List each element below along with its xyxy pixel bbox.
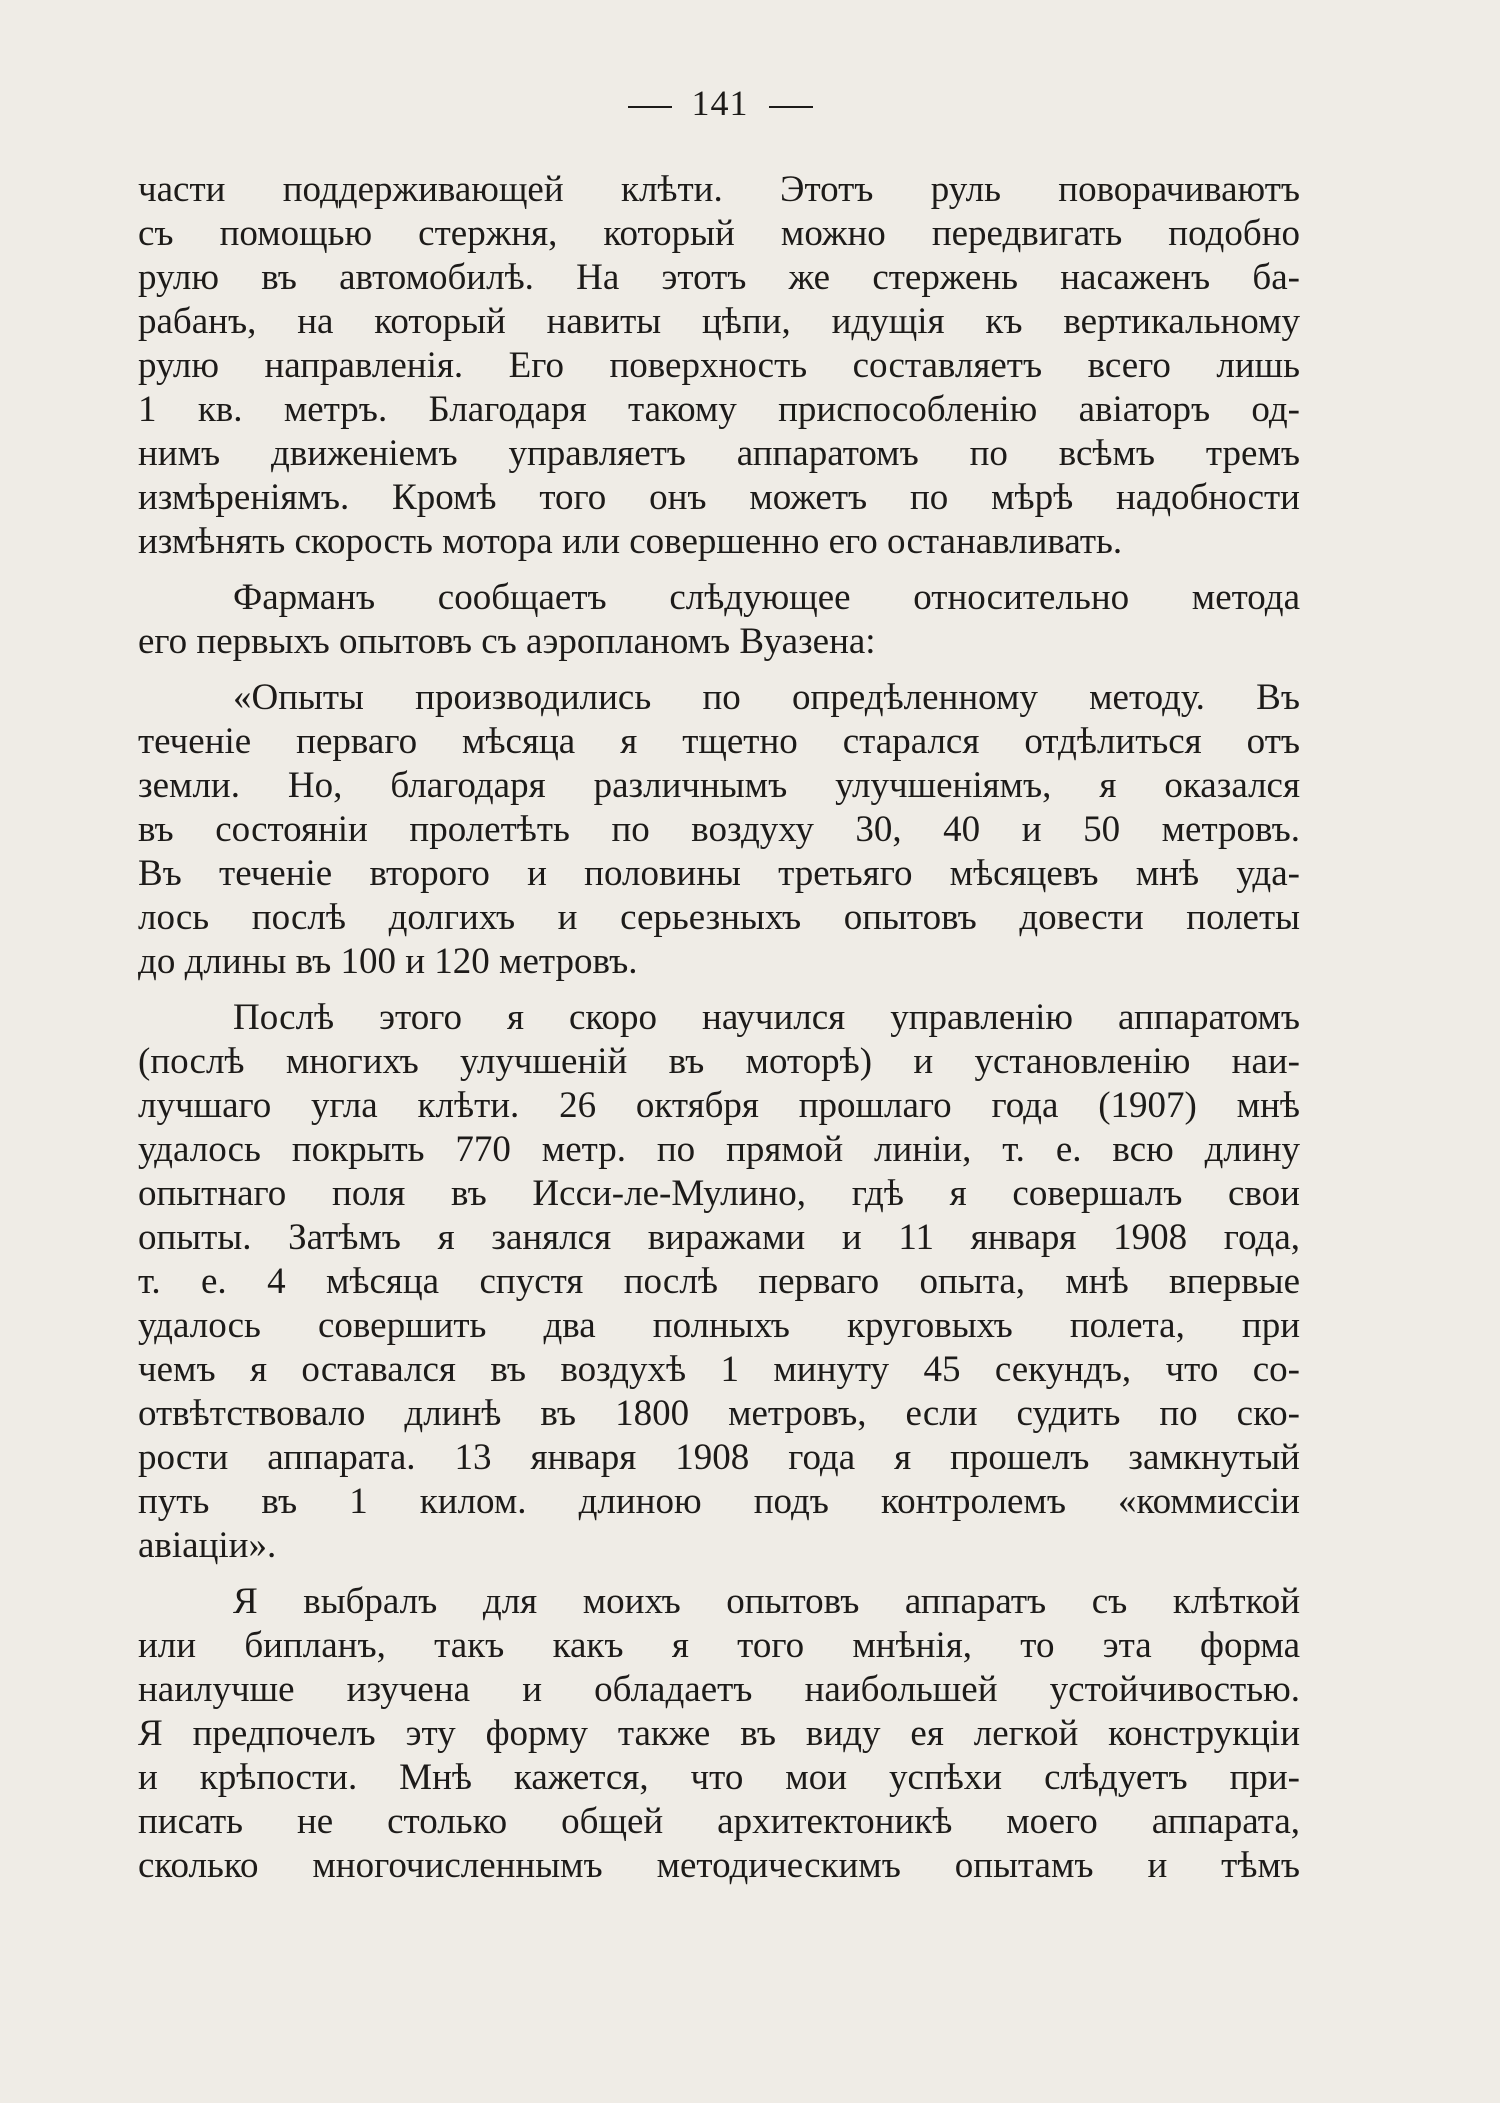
text-line: Я выбралъ для моихъ опытовъ аппаратъ съ клѣткой	[233, 1581, 1300, 1622]
text-line: опыты. Затѣмъ я занялся виражами и 11 января 1908 года,	[138, 1217, 1300, 1258]
text-line: до длины въ 100 и 120 метровъ.	[138, 941, 638, 982]
text-line: части поддерживающей клѣти. Этотъ руль поворачиваютъ	[138, 169, 1300, 210]
text-line: измѣреніямъ. Кромѣ того онъ можетъ по мѣрѣ надобности	[138, 477, 1300, 518]
header-dash-left	[628, 106, 672, 108]
paragraph	[138, 676, 1300, 984]
text-line: Фарманъ сообщаетъ слѣдующее относительно метода	[233, 577, 1300, 618]
text-line: писать не столько общей архитектоникѣ моего аппарата,	[138, 1801, 1300, 1842]
text-line: земли. Но, благодаря различнымъ улучшеніямъ, я оказался	[138, 765, 1300, 806]
text-line: въ состояніи пролетѣть по воздуху 30, 40 и 50 метровъ.	[138, 809, 1300, 850]
text-line: лучшаго угла клѣти. 26 октября прошлаго года (1907) мнѣ	[138, 1085, 1300, 1126]
text-line: отвѣтствовало длинѣ въ 1800 метровъ, если судить по ско-	[138, 1393, 1300, 1434]
paragraph	[138, 576, 1300, 664]
text-line: лось послѣ долгихъ и серьезныхъ опытовъ довести полеты	[138, 897, 1300, 938]
text-line: рулю въ автомобилѣ. На этотъ же стержень насаженъ ба-	[138, 257, 1300, 298]
page-header	[0, 82, 1440, 124]
text-line: и крѣпости. Мнѣ кажется, что мои успѣхи слѣдуетъ при-	[138, 1757, 1300, 1798]
paragraph-gap	[138, 664, 1300, 676]
text-line: чемъ я оставался въ воздухѣ 1 минуту 45 секундъ, что со-	[138, 1349, 1300, 1390]
text-line: рулю направленія. Его поверхность составляетъ всего лишь	[138, 345, 1300, 386]
paragraph-gap	[138, 1568, 1300, 1580]
text-line: (послѣ многихъ улучшеній въ моторѣ) и установленію наи-	[138, 1041, 1300, 1082]
page-number: 141	[691, 83, 749, 123]
text-line: «Опыты производились по опредѣленному методу. Въ	[233, 677, 1300, 718]
text-line: нимъ движеніемъ управляетъ аппаратомъ по всѣмъ тремъ	[138, 433, 1300, 474]
text-line: путь въ 1 килом. длиною подъ контролемъ «коммиссіи	[138, 1481, 1300, 1522]
text-line: Я предпочелъ эту форму также въ виду ея легкой конструкціи	[138, 1713, 1300, 1754]
text-line: наилучше изучена и обладаетъ наибольшей устойчивостью.	[138, 1669, 1300, 1710]
text-line: опытнаго поля въ Исси-ле-Мулино, гдѣ я совершалъ свои	[138, 1173, 1300, 1214]
text-line: его первыхъ опытовъ съ аэропланомъ Вуазена:	[138, 621, 876, 662]
text-line: удалось совершить два полныхъ круговыхъ полета, при	[138, 1305, 1300, 1346]
text-line: теченіе перваго мѣсяца я тщетно старался отдѣлиться отъ	[138, 721, 1300, 762]
header-dash-right	[769, 106, 813, 108]
text-line: 1 кв. метръ. Благодаря такому приспособленію авіаторъ од-	[138, 389, 1300, 430]
text-line: т. е. 4 мѣсяца спустя послѣ перваго опыта, мнѣ впервые	[138, 1261, 1300, 1302]
text-line: Въ теченіе второго и половины третьяго мѣсяцевъ мнѣ уда-	[138, 853, 1300, 894]
text-line: съ помощью стержня, который можно передвигать подобно	[138, 213, 1300, 254]
paragraph	[138, 996, 1300, 1568]
text-line: или бипланъ, такъ какъ я того мнѣнія, то эта форма	[138, 1625, 1300, 1666]
text-line: Послѣ этого я скоро научился управленію аппаратомъ	[233, 997, 1300, 1038]
paragraph-gap	[138, 564, 1300, 576]
text-line: сколько многочисленнымъ методическимъ опытамъ и тѣмъ	[138, 1845, 1300, 1886]
body-text	[138, 168, 1300, 1888]
text-line: измѣнять скорость мотора или совершенно его останавливать.	[138, 521, 1123, 562]
text-line: авіаціи».	[138, 1525, 277, 1566]
text-line: рости аппарата. 13 января 1908 года я прошелъ замкнутый	[138, 1437, 1300, 1478]
paragraph	[138, 1580, 1300, 1888]
text-line: рабанъ, на который навиты цѣпи, идущія къ вертикальному	[138, 301, 1300, 342]
text-line: удалось покрыть 770 метр. по прямой линіи, т. е. всю длину	[138, 1129, 1300, 1170]
paragraph-gap	[138, 984, 1300, 996]
paragraph	[138, 168, 1300, 564]
